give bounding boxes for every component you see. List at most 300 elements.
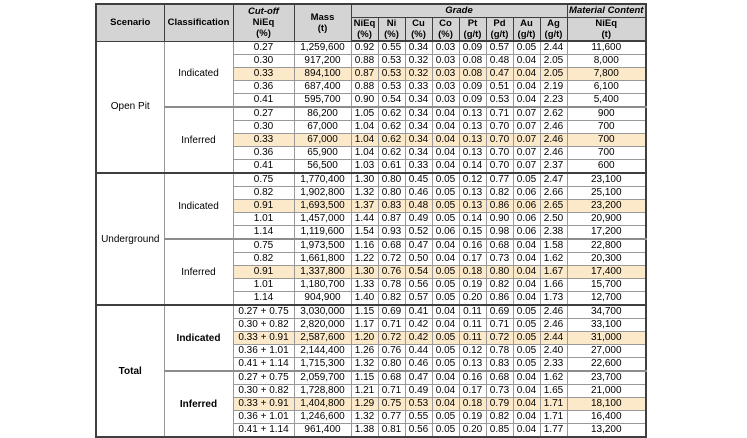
- grade-cell-cu: 0.46: [405, 358, 432, 372]
- header-col-name: Cu: [412, 17, 425, 29]
- grade-cell-cu: 0.45: [405, 173, 432, 187]
- grade-cell-pd: 0.70: [486, 147, 513, 160]
- grade-cell-au: 0.06: [513, 226, 540, 240]
- header-group-row: [96, 4, 646, 17]
- header-grade-ni: [378, 17, 405, 41]
- grade-cell-cu: 0.55: [405, 411, 432, 424]
- header-col-unit: (%): [357, 28, 372, 40]
- grade-cell-ni: 0.53: [378, 68, 405, 81]
- grade-cell-au: 0.05: [513, 305, 540, 319]
- material-content-cell: 700: [567, 121, 646, 134]
- classification-cell: Inferred: [164, 371, 233, 437]
- grade-cell-co: 0.04: [432, 305, 459, 319]
- grade-cell-au: 0.04: [513, 424, 540, 438]
- grade-cell-ag: 1.62: [540, 371, 567, 385]
- grade-cell-pd: 0.71: [486, 107, 513, 121]
- grade-cell-pt: 0.15: [459, 226, 486, 240]
- grade-cell-ni: 0.69: [378, 305, 405, 319]
- grade-cell-ni: 0.71: [378, 385, 405, 398]
- cutoff-cell: 0.41 + 1.14: [233, 358, 294, 372]
- material-content-cell: 21,000: [567, 385, 646, 398]
- grade-cell-nieq: 1.44: [351, 213, 378, 226]
- material-content-cell: 20,900: [567, 213, 646, 226]
- grade-cell-pd: 0.48: [486, 55, 513, 68]
- grade-cell-ni: 0.80: [378, 187, 405, 200]
- material-content-cell: 11,600: [567, 41, 646, 55]
- table-row: [96, 239, 646, 253]
- grade-cell-co: 0.05: [432, 332, 459, 345]
- header-col-name: NiEq: [353, 17, 376, 29]
- grade-cell-co: 0.03: [432, 55, 459, 68]
- grade-cell-ag: 2.46: [540, 147, 567, 160]
- header-col-name: Ag: [547, 17, 560, 29]
- grade-cell-au: 0.07: [513, 107, 540, 121]
- cutoff-cell: 0.30: [233, 121, 294, 134]
- grade-cell-pd: 0.69: [486, 305, 513, 319]
- grade-cell-pt: 0.13: [459, 187, 486, 200]
- header-material-col: [567, 17, 646, 41]
- header-col-unit: (%): [384, 28, 399, 40]
- mass-cell: 1,180,700: [294, 279, 351, 292]
- material-content-cell: 13,200: [567, 424, 646, 438]
- scenario-cell: Total: [96, 305, 164, 437]
- material-content-cell: 8,000: [567, 55, 646, 68]
- mass-cell: 1,337,800: [294, 266, 351, 279]
- grade-cell-pd: 0.68: [486, 371, 513, 385]
- mass-cell: 1,693,500: [294, 200, 351, 213]
- grade-cell-pt: 0.13: [459, 121, 486, 134]
- mass-cell: 65,900: [294, 147, 351, 160]
- grade-cell-nieq: 0.90: [351, 94, 378, 108]
- mineral-resource-table: [95, 3, 647, 438]
- grade-cell-co: 0.03: [432, 41, 459, 55]
- grade-cell-pt: 0.08: [459, 55, 486, 68]
- grade-cell-pd: 0.80: [486, 266, 513, 279]
- grade-cell-au: 0.06: [513, 213, 540, 226]
- grade-cell-cu: 0.48: [405, 200, 432, 213]
- grade-cell-pd: 0.86: [486, 292, 513, 306]
- table-row: [96, 371, 646, 385]
- cutoff-cell: 0.27 + 0.75: [233, 305, 294, 319]
- resource-table: [95, 3, 647, 438]
- grade-cell-co: 0.03: [432, 68, 459, 81]
- grade-cell-au: 0.05: [513, 358, 540, 372]
- header-cutoff: [233, 4, 294, 41]
- classification-cell: Indicated: [164, 173, 233, 239]
- cutoff-cell: 0.41: [233, 160, 294, 174]
- grade-cell-cu: 0.46: [405, 187, 432, 200]
- mass-cell: 1,715,300: [294, 358, 351, 372]
- grade-cell-ni: 0.55: [378, 41, 405, 55]
- grade-cell-pt: 0.13: [459, 107, 486, 121]
- grade-cell-co: 0.04: [432, 107, 459, 121]
- grade-cell-pd: 0.73: [486, 253, 513, 266]
- grade-cell-ni: 0.77: [378, 411, 405, 424]
- grade-cell-nieq: 0.87: [351, 68, 378, 81]
- grade-cell-pd: 0.79: [486, 398, 513, 411]
- grade-cell-pd: 0.57: [486, 41, 513, 55]
- grade-cell-co: 0.04: [432, 253, 459, 266]
- grade-cell-pd: 0.53: [486, 94, 513, 108]
- grade-cell-co: 0.05: [432, 411, 459, 424]
- grade-cell-cu: 0.56: [405, 279, 432, 292]
- grade-cell-ni: 0.53: [378, 81, 405, 94]
- mass-cell: 1,661,800: [294, 253, 351, 266]
- grade-cell-pt: 0.11: [459, 319, 486, 332]
- grade-cell-cu: 0.32: [405, 55, 432, 68]
- grade-cell-cu: 0.57: [405, 292, 432, 306]
- mass-cell: 1,902,800: [294, 187, 351, 200]
- grade-cell-ag: 2.40: [540, 345, 567, 358]
- grade-cell-ag: 1.77: [540, 424, 567, 438]
- material-content-cell: 17,200: [567, 226, 646, 240]
- header-scenario: Scenario: [96, 4, 164, 41]
- mass-cell: 687,400: [294, 81, 351, 94]
- grade-cell-ag: 2.23: [540, 94, 567, 108]
- mass-cell: 2,144,400: [294, 345, 351, 358]
- grade-cell-ni: 0.71: [378, 319, 405, 332]
- grade-cell-ni: 0.82: [378, 292, 405, 306]
- grade-cell-ag: 1.71: [540, 411, 567, 424]
- mass-cell: 1,119,600: [294, 226, 351, 240]
- cutoff-cell: 0.82: [233, 253, 294, 266]
- cutoff-cell: 1.01: [233, 213, 294, 226]
- grade-cell-ag: 1.65: [540, 385, 567, 398]
- grade-cell-nieq: 1.15: [351, 305, 378, 319]
- header-col-name: Co: [439, 17, 452, 29]
- material-content-cell: 22,600: [567, 358, 646, 372]
- material-content-cell: 27,000: [567, 345, 646, 358]
- grade-cell-pt: 0.18: [459, 266, 486, 279]
- grade-cell-pd: 0.90: [486, 213, 513, 226]
- mass-cell: 1,770,400: [294, 173, 351, 187]
- table-row: [96, 107, 646, 121]
- grade-cell-co: 0.06: [432, 226, 459, 240]
- mass-cell: 1,246,600: [294, 411, 351, 424]
- grade-cell-pt: 0.13: [459, 200, 486, 213]
- grade-cell-cu: 0.34: [405, 121, 432, 134]
- grade-cell-nieq: 1.21: [351, 385, 378, 398]
- header-col-unit: (%): [438, 28, 453, 40]
- grade-cell-ag: 2.05: [540, 55, 567, 68]
- grade-cell-pt: 0.09: [459, 41, 486, 55]
- grade-cell-ni: 0.83: [378, 200, 405, 213]
- grade-cell-cu: 0.34: [405, 134, 432, 147]
- grade-cell-co: 0.05: [432, 424, 459, 438]
- grade-cell-ni: 0.72: [378, 332, 405, 345]
- table-row: [96, 305, 646, 319]
- grade-cell-pt: 0.14: [459, 160, 486, 174]
- grade-cell-co: 0.04: [432, 239, 459, 253]
- grade-cell-pd: 0.86: [486, 200, 513, 213]
- mass-cell: 67,000: [294, 134, 351, 147]
- grade-cell-ag: 1.67: [540, 266, 567, 279]
- grade-cell-ni: 0.62: [378, 134, 405, 147]
- header-col-name: Ni: [386, 17, 397, 29]
- grade-cell-cu: 0.47: [405, 239, 432, 253]
- grade-cell-nieq: 1.04: [351, 134, 378, 147]
- grade-cell-ag: 2.47: [540, 173, 567, 187]
- header-classification: Classification: [164, 4, 233, 41]
- mass-cell: 3,030,000: [294, 305, 351, 319]
- grade-cell-pt: 0.09: [459, 81, 486, 94]
- material-content-cell: 600: [567, 160, 646, 174]
- grade-cell-co: 0.04: [432, 160, 459, 174]
- grade-cell-au: 0.04: [513, 266, 540, 279]
- grade-cell-pt: 0.12: [459, 345, 486, 358]
- cutoff-cell: 0.30 + 0.82: [233, 385, 294, 398]
- classification-cell: Inferred: [164, 107, 233, 173]
- header-col-unit: (g/t): [517, 28, 536, 40]
- grade-cell-au: 0.07: [513, 121, 540, 134]
- header-col-name: Au: [520, 17, 533, 29]
- grade-cell-cu: 0.54: [405, 266, 432, 279]
- grade-cell-nieq: 1.40: [351, 292, 378, 306]
- material-content-cell: 34,700: [567, 305, 646, 319]
- grade-cell-nieq: 0.88: [351, 55, 378, 68]
- mass-cell: 1,973,500: [294, 239, 351, 253]
- grade-cell-au: 0.07: [513, 134, 540, 147]
- material-content-cell: 23,200: [567, 200, 646, 213]
- grade-cell-au: 0.07: [513, 160, 540, 174]
- grade-cell-nieq: 1.22: [351, 253, 378, 266]
- grade-cell-nieq: 1.05: [351, 107, 378, 121]
- grade-cell-pt: 0.13: [459, 134, 486, 147]
- mass-cell: 2,587,600: [294, 332, 351, 345]
- grade-cell-pt: 0.09: [459, 94, 486, 108]
- header-material-group: Material Content: [567, 4, 646, 17]
- grade-cell-nieq: 1.33: [351, 279, 378, 292]
- grade-cell-pt: 0.18: [459, 398, 486, 411]
- grade-cell-cu: 0.49: [405, 385, 432, 398]
- cutoff-cell: 0.33: [233, 68, 294, 81]
- mass-cell: 1,457,000: [294, 213, 351, 226]
- material-content-cell: 17,400: [567, 266, 646, 279]
- grade-cell-pt: 0.16: [459, 239, 486, 253]
- cutoff-cell: 0.30 + 0.82: [233, 319, 294, 332]
- grade-cell-cu: 0.34: [405, 107, 432, 121]
- grade-cell-cu: 0.34: [405, 94, 432, 108]
- grade-cell-ni: 0.80: [378, 358, 405, 372]
- grade-cell-pd: 0.70: [486, 134, 513, 147]
- grade-cell-pd: 0.51: [486, 81, 513, 94]
- classification-cell: Inferred: [164, 239, 233, 305]
- material-content-cell: 23,100: [567, 173, 646, 187]
- grade-cell-pt: 0.11: [459, 332, 486, 345]
- material-content-cell: 23,700: [567, 371, 646, 385]
- grade-cell-ni: 0.61: [378, 160, 405, 174]
- cutoff-cell: 0.82: [233, 187, 294, 200]
- mass-cell: 595,700: [294, 94, 351, 108]
- mass-cell: 56,500: [294, 160, 351, 174]
- table-header: [96, 4, 646, 41]
- grade-cell-co: 0.03: [432, 94, 459, 108]
- grade-cell-nieq: 1.37: [351, 200, 378, 213]
- grade-cell-nieq: 1.04: [351, 147, 378, 160]
- grade-cell-pd: 0.83: [486, 358, 513, 372]
- grade-cell-nieq: 1.03: [351, 160, 378, 174]
- grade-cell-co: 0.04: [432, 398, 459, 411]
- cutoff-cell: 0.30: [233, 55, 294, 68]
- grade-cell-pt: 0.19: [459, 411, 486, 424]
- material-content-cell: 18,100: [567, 398, 646, 411]
- grade-cell-ni: 0.62: [378, 147, 405, 160]
- grade-cell-ni: 0.93: [378, 226, 405, 240]
- grade-cell-co: 0.05: [432, 173, 459, 187]
- grade-cell-nieq: 1.32: [351, 358, 378, 372]
- material-content-cell: 16,400: [567, 411, 646, 424]
- grade-cell-pt: 0.12: [459, 173, 486, 187]
- grade-cell-nieq: 1.32: [351, 187, 378, 200]
- grade-cell-ni: 0.80: [378, 173, 405, 187]
- cutoff-cell: 0.33: [233, 134, 294, 147]
- grade-cell-cu: 0.50: [405, 253, 432, 266]
- material-content-cell: 700: [567, 147, 646, 160]
- material-content-cell: 5,400: [567, 94, 646, 108]
- grade-cell-ag: 2.37: [540, 160, 567, 174]
- grade-cell-cu: 0.33: [405, 160, 432, 174]
- grade-cell-cu: 0.47: [405, 371, 432, 385]
- material-content-cell: 7,800: [567, 68, 646, 81]
- grade-cell-ag: 2.19: [540, 81, 567, 94]
- grade-cell-ni: 0.87: [378, 213, 405, 226]
- grade-cell-pd: 0.77: [486, 173, 513, 187]
- grade-cell-nieq: 1.54: [351, 226, 378, 240]
- grade-cell-cu: 0.34: [405, 147, 432, 160]
- cutoff-cell: 0.91: [233, 200, 294, 213]
- grade-cell-ni: 0.76: [378, 266, 405, 279]
- grade-cell-ni: 0.68: [378, 371, 405, 385]
- grade-cell-ag: 2.50: [540, 213, 567, 226]
- grade-cell-ag: 2.46: [540, 305, 567, 319]
- grade-cell-co: 0.05: [432, 279, 459, 292]
- material-content-cell: 31,000: [567, 332, 646, 345]
- grade-cell-ni: 0.78: [378, 279, 405, 292]
- header-grade-cu: [405, 17, 432, 41]
- grade-cell-pd: 0.82: [486, 411, 513, 424]
- grade-cell-ag: 2.65: [540, 200, 567, 213]
- resource-table-body: [96, 41, 646, 437]
- material-content-cell: 15,700: [567, 279, 646, 292]
- material-content-cell: 22,800: [567, 239, 646, 253]
- mass-cell: 961,400: [294, 424, 351, 438]
- grade-cell-co: 0.04: [432, 134, 459, 147]
- grade-cell-ag: 2.05: [540, 68, 567, 81]
- grade-cell-ni: 0.76: [378, 345, 405, 358]
- cutoff-cell: 0.75: [233, 239, 294, 253]
- header-grade-nieq: [351, 17, 378, 41]
- grade-cell-nieq: 1.15: [351, 371, 378, 385]
- grade-cell-ni: 0.72: [378, 253, 405, 266]
- grade-cell-pd: 0.73: [486, 385, 513, 398]
- grade-cell-co: 0.05: [432, 358, 459, 372]
- grade-cell-co: 0.04: [432, 121, 459, 134]
- cutoff-cell: 0.27: [233, 107, 294, 121]
- grade-cell-co: 0.03: [432, 81, 459, 94]
- grade-cell-cu: 0.44: [405, 345, 432, 358]
- header-cutoff-unit: (%): [256, 28, 271, 40]
- grade-cell-pt: 0.20: [459, 292, 486, 306]
- grade-cell-nieq: 1.17: [351, 319, 378, 332]
- grade-cell-nieq: 0.88: [351, 81, 378, 94]
- grade-cell-cu: 0.33: [405, 81, 432, 94]
- grade-cell-ni: 0.53: [378, 55, 405, 68]
- grade-cell-ag: 1.71: [540, 398, 567, 411]
- cutoff-cell: 0.36: [233, 81, 294, 94]
- grade-cell-pt: 0.14: [459, 213, 486, 226]
- grade-cell-cu: 0.42: [405, 319, 432, 332]
- mass-cell: 67,000: [294, 121, 351, 134]
- grade-cell-pt: 0.20: [459, 424, 486, 438]
- grade-cell-nieq: 1.32: [351, 411, 378, 424]
- material-content-cell: 25,100: [567, 187, 646, 200]
- grade-cell-nieq: 0.92: [351, 41, 378, 55]
- grade-cell-co: 0.05: [432, 200, 459, 213]
- grade-cell-au: 0.05: [513, 41, 540, 55]
- grade-cell-au: 0.05: [513, 173, 540, 187]
- grade-cell-ag: 1.62: [540, 253, 567, 266]
- material-content-cell: 900: [567, 107, 646, 121]
- table-row: [96, 173, 646, 187]
- grade-cell-au: 0.04: [513, 94, 540, 108]
- grade-cell-ni: 0.81: [378, 424, 405, 438]
- grade-cell-nieq: 1.30: [351, 173, 378, 187]
- material-content-cell: 12,700: [567, 292, 646, 306]
- grade-cell-pt: 0.19: [459, 279, 486, 292]
- header-col-unit: (%): [411, 28, 426, 40]
- grade-cell-ni: 0.62: [378, 107, 405, 121]
- grade-cell-co: 0.05: [432, 345, 459, 358]
- grade-cell-au: 0.05: [513, 345, 540, 358]
- grade-cell-pd: 0.78: [486, 345, 513, 358]
- material-content-cell: 33,100: [567, 319, 646, 332]
- grade-cell-nieq: 1.29: [351, 398, 378, 411]
- grade-cell-ag: 1.58: [540, 239, 567, 253]
- grade-cell-au: 0.04: [513, 81, 540, 94]
- grade-cell-ag: 2.33: [540, 358, 567, 372]
- grade-cell-pd: 0.47: [486, 68, 513, 81]
- grade-cell-ag: 2.46: [540, 319, 567, 332]
- cutoff-cell: 0.27 + 0.75: [233, 371, 294, 385]
- material-content-cell: 6,100: [567, 81, 646, 94]
- grade-cell-pt: 0.16: [459, 371, 486, 385]
- grade-cell-pd: 0.98: [486, 226, 513, 240]
- grade-cell-co: 0.04: [432, 147, 459, 160]
- header-col-name: Pt: [467, 17, 478, 29]
- header-cutoff-title: Cut-off: [248, 6, 279, 18]
- grade-cell-au: 0.04: [513, 279, 540, 292]
- mass-cell: 894,100: [294, 68, 351, 81]
- grade-cell-co: 0.04: [432, 385, 459, 398]
- grade-cell-au: 0.04: [513, 385, 540, 398]
- grade-cell-pt: 0.08: [459, 68, 486, 81]
- header-col-name: Pd: [493, 17, 506, 29]
- grade-cell-co: 0.04: [432, 319, 459, 332]
- grade-cell-cu: 0.42: [405, 332, 432, 345]
- classification-cell: Indicated: [164, 305, 233, 371]
- grade-cell-ni: 0.75: [378, 398, 405, 411]
- header-grade-pt: [459, 17, 486, 41]
- mass-cell: 1,259,600: [294, 41, 351, 55]
- cutoff-cell: 0.33 + 0.91: [233, 332, 294, 345]
- cutoff-cell: 0.27: [233, 41, 294, 55]
- cutoff-cell: 0.91: [233, 266, 294, 279]
- grade-cell-nieq: 1.38: [351, 424, 378, 438]
- cutoff-cell: 0.33 + 0.91: [233, 398, 294, 411]
- grade-cell-cu: 0.53: [405, 398, 432, 411]
- grade-cell-pd: 0.82: [486, 187, 513, 200]
- grade-cell-ag: 2.46: [540, 134, 567, 147]
